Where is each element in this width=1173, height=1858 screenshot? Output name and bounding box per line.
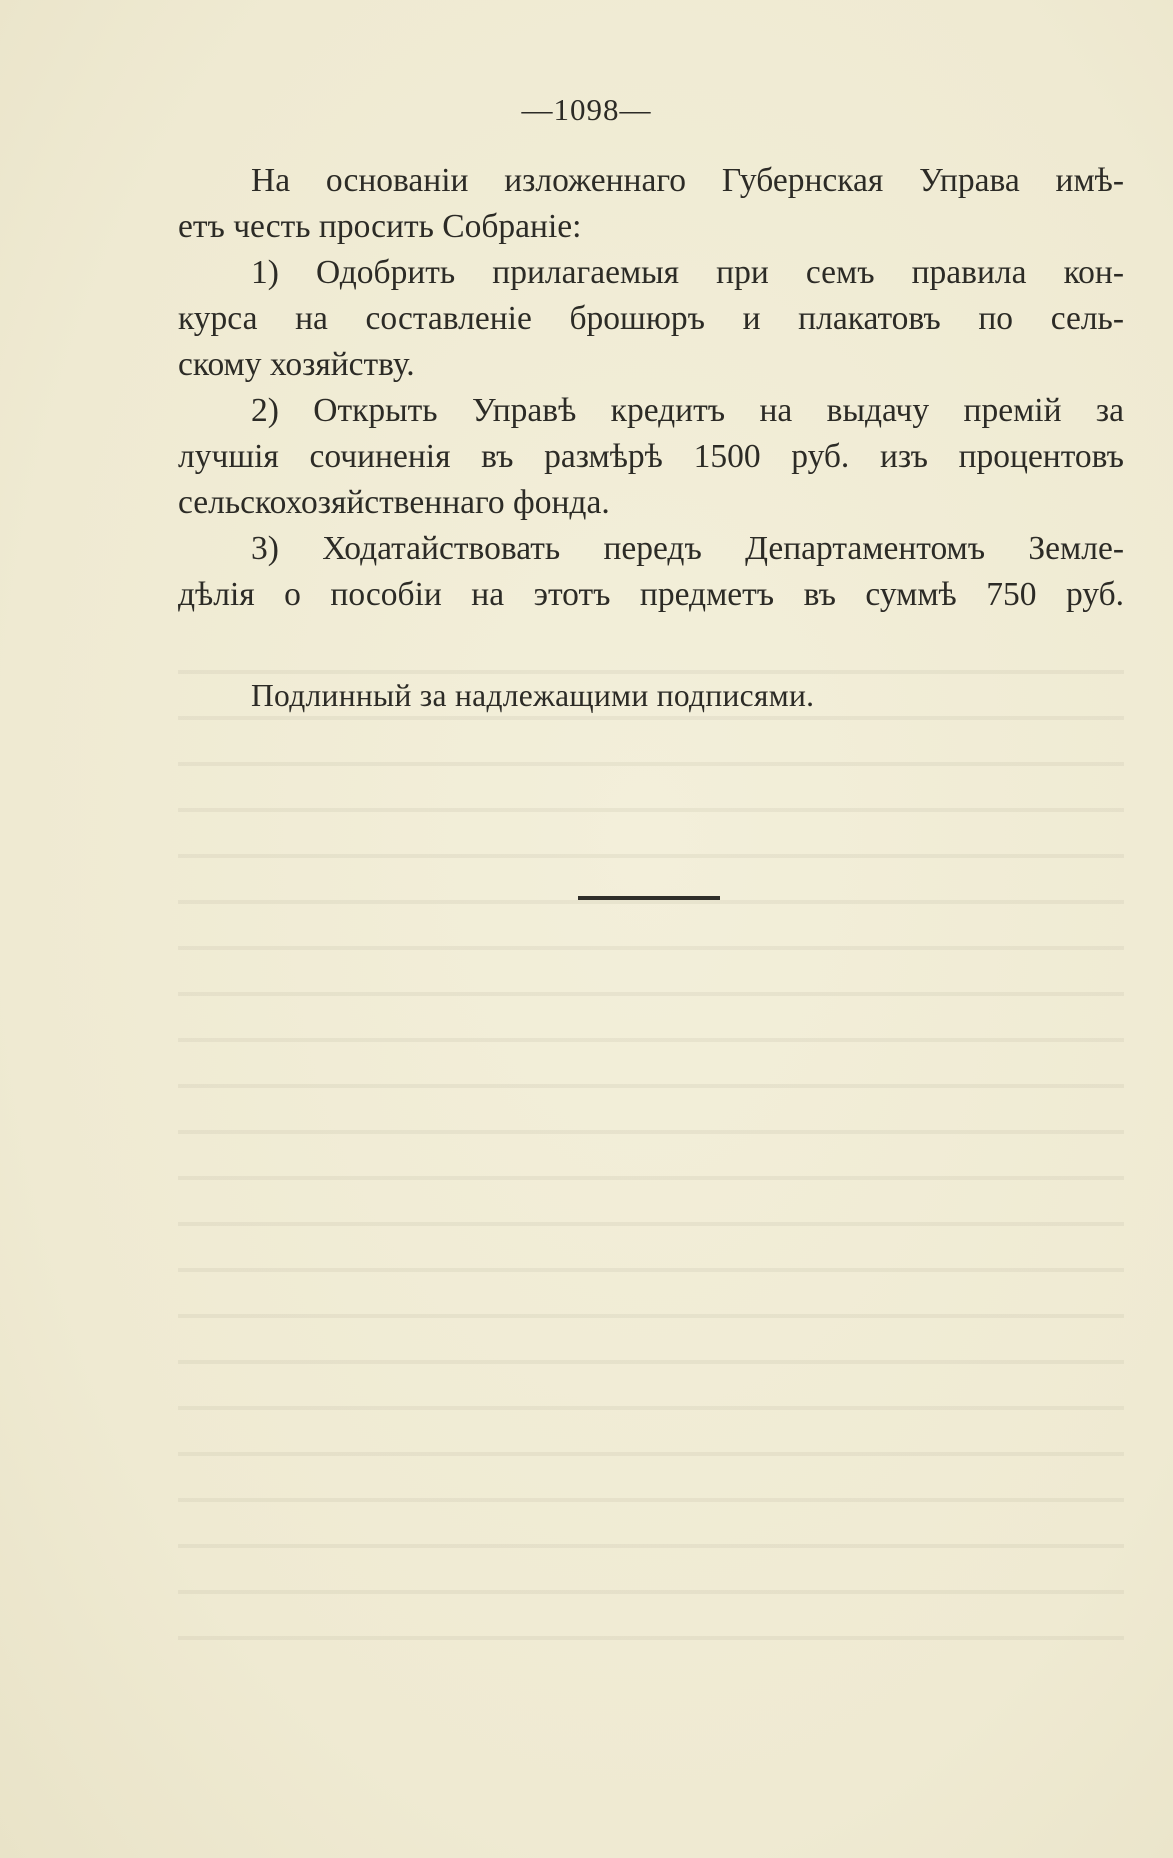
text-line: На основаніи изложеннаго Губернская Управа имѣ-: [251, 162, 1124, 199]
paragraph-intro: [178, 158, 1124, 250]
text-line: скому хозяйству.: [178, 346, 415, 383]
paragraph-item-3: [178, 526, 1124, 618]
body-text: [178, 158, 1124, 618]
bleed-through-texture: [178, 640, 1124, 1660]
text-line: 1) Одобрить прилагаемыя при семъ правила кон-: [251, 254, 1124, 291]
text-line: сельскохозяйственнаго фонда.: [178, 484, 610, 521]
text-line: 2) Открыть Управѣ кредитъ на выдачу премій за: [251, 392, 1124, 429]
paragraph-item-2: [178, 388, 1124, 526]
page-number: —1098—: [521, 92, 652, 127]
horizontal-rule: [578, 896, 720, 900]
text-line: етъ честь просить Собраніе:: [178, 208, 582, 245]
text-line: лучшія сочиненія въ размѣрѣ 1500 руб. изъ процентовъ: [178, 438, 1124, 475]
text-line: 3) Ходатайствовать передъ Департаментомъ Земле-: [251, 530, 1124, 567]
signature-note: Подлинный за надлежащими подписями.: [251, 678, 815, 713]
paragraph-item-1: [178, 250, 1124, 388]
text-line: дѣлія о пособіи на этотъ предметъ въ суммѣ 750 руб.: [178, 576, 1124, 613]
text-line: курса на составленіе брошюръ и плакатовъ по сель-: [178, 300, 1124, 337]
